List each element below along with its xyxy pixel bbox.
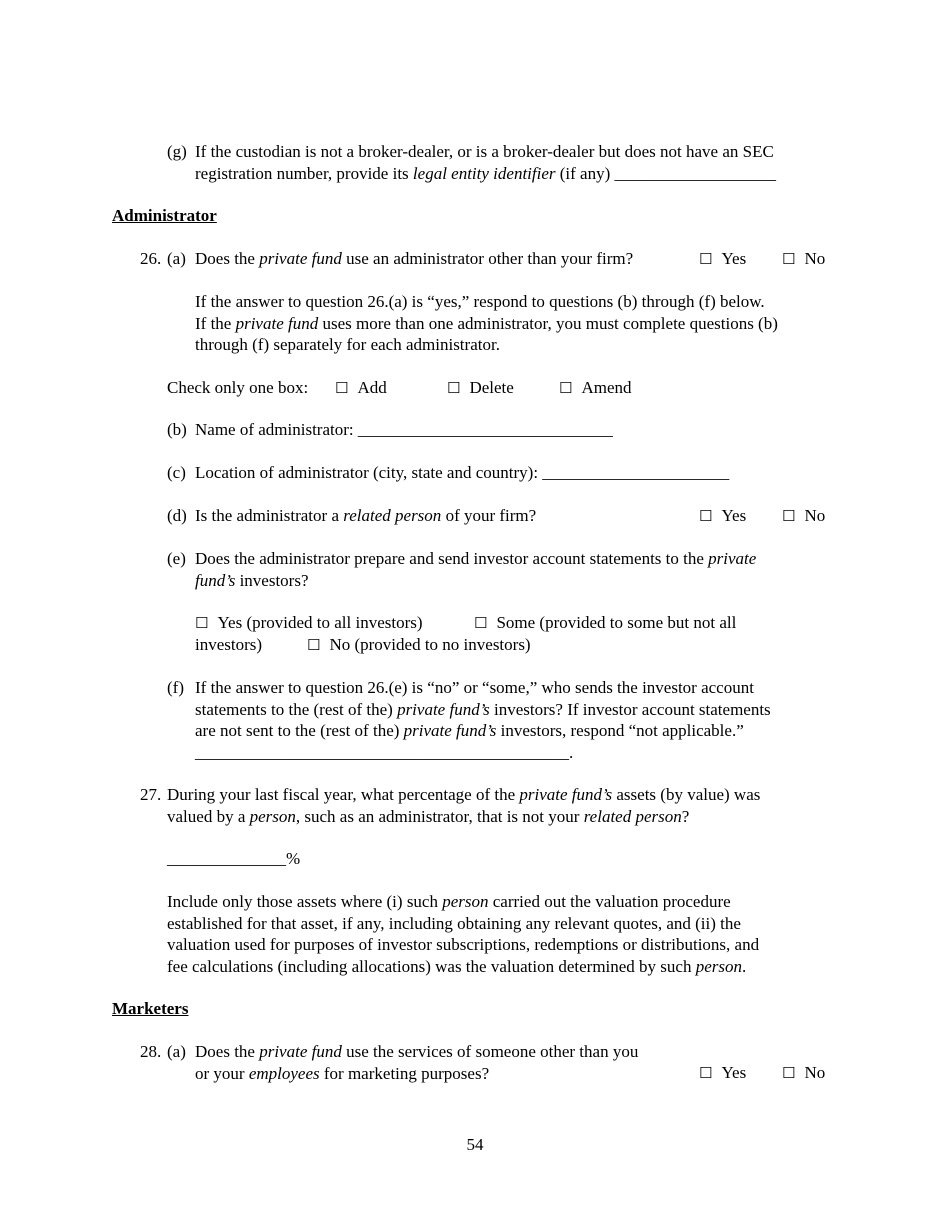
some-label: Some (provided to some but not all: [496, 613, 737, 632]
q26c-question: [195, 462, 729, 484]
q27-note-line4-post: .: [742, 956, 747, 976]
q27-note-line3: valuation used for purposes of investor subscriptions, redemptions or distributions, and: [167, 935, 760, 954]
q26e-line2-post: investors?: [235, 570, 309, 590]
checkbox-icon: ☐: [474, 614, 488, 632]
add-checkbox[interactable]: [335, 377, 387, 400]
q26e-label: (e): [167, 549, 186, 568]
q27-line1: [167, 784, 760, 806]
q28a-line2: [195, 1063, 638, 1085]
q26a-post: use an administrator other than your firm?: [341, 249, 634, 268]
q28-number: 28.: [140, 1042, 162, 1061]
no-label: No: [804, 1063, 826, 1082]
q27-person: person: [249, 806, 296, 826]
checkbox-icon: ☐: [195, 614, 209, 632]
percent-sign: %: [286, 849, 301, 868]
checkbox-icon: ☐: [782, 250, 796, 268]
checkbox-icon: ☐: [782, 507, 796, 525]
q26-instr-line2-post: uses more than one administrator, you must complete questions (b): [318, 313, 778, 333]
q27-note-line1: [167, 891, 759, 913]
q27-note-line1-pre: Include only those assets where (i) such: [167, 892, 443, 911]
q27-line2-mid: , such as an administrator, that is not your: [295, 806, 584, 826]
q26-instr-line2: [195, 313, 778, 335]
q26f-line3-post: investors, respond “not applicable.”: [496, 721, 744, 740]
checkbox-icon: ☐: [335, 379, 349, 397]
q26a-yes-checkbox[interactable]: [699, 248, 746, 271]
q26f-line3-pre: are not sent to the (rest of the): [195, 721, 404, 740]
checkbox-icon: ☐: [447, 379, 461, 397]
q26e-line1-pre: Does the administrator prepare and send investor account statements to the: [195, 549, 709, 568]
checkbox-icon: ☐: [699, 250, 713, 268]
checkbox-icon: ☐: [699, 1064, 713, 1082]
q28a-line1-pre: Does the: [195, 1042, 260, 1061]
marketers-heading: Marketers: [112, 999, 189, 1018]
administrator-heading: Administrator: [112, 206, 217, 225]
q26-instr-line3: through (f) separately for each administrator.: [195, 335, 500, 354]
q26d-post: of your firm?: [441, 506, 537, 525]
q26e-some-checkbox[interactable]: [474, 612, 736, 635]
q26b-question: [195, 419, 613, 441]
amend-label: Amend: [581, 378, 632, 397]
q25g-legal-entity-identifier: legal entity identifier: [412, 163, 556, 183]
q26-instructions: [195, 291, 778, 356]
q25g-line1: If the custodian is not a broker-dealer, or is a broker-dealer but does not have an SEC: [195, 142, 774, 161]
q26e-funds: fund’s: [195, 570, 236, 590]
q26d-label: (d): [167, 506, 187, 525]
delete-label: Delete: [469, 378, 514, 397]
q28a-no-checkbox[interactable]: [782, 1062, 825, 1085]
q27-note-line4: [167, 956, 759, 978]
q26f-answer-input[interactable]: ____________________________________________: [195, 742, 569, 762]
q25g-line2-post: (if any): [555, 163, 615, 183]
q26f-line2: [195, 699, 771, 721]
q26f-line1: If the answer to question 26.(e) is “no” or “some,” who sends the investor account: [195, 678, 754, 697]
q27-line1-pre: During your last fiscal year, what percentage of the: [167, 785, 520, 804]
q26d-pre: Is the administrator a: [195, 506, 344, 525]
q26e-line2: [195, 570, 756, 592]
q26a-no-checkbox[interactable]: [782, 248, 825, 271]
q27-note-person: person: [442, 892, 489, 911]
add-label: Add: [357, 378, 387, 397]
q27-question: [167, 784, 760, 827]
q27-note-line2: established for that asset, if any, including obtaining any relevant quotes, and (ii) the: [167, 913, 741, 933]
yes-label: Yes: [721, 1063, 747, 1082]
checkbox-icon: ☐: [782, 1064, 796, 1082]
q26d-related-person: related person: [343, 506, 442, 525]
q26c-text: Location of administrator (city, state and country):: [195, 463, 543, 482]
q26d-question: [195, 505, 536, 527]
no-investors-label: No (provided to no investors): [329, 635, 531, 654]
q27-private-funds: private fund’s: [519, 785, 613, 804]
q25g-line2: [195, 163, 776, 185]
q26f-line2-post: investors? If investor account statements: [489, 699, 771, 719]
q27-related-person: related person: [583, 806, 682, 826]
checkbox-icon: ☐: [699, 507, 713, 525]
q26f-answer-line: [195, 742, 771, 764]
q28a-private-fund: private fund: [259, 1042, 342, 1061]
q27-line1-post: assets (by value) was: [612, 785, 761, 804]
q28a-question: [195, 1041, 638, 1084]
q26a-pre: Does the: [195, 249, 260, 268]
q27-note-person-2: person: [695, 956, 742, 976]
yes-all-label: Yes (provided to all investors): [217, 613, 423, 632]
q25g-text: [195, 141, 776, 184]
q26-number: 26.: [140, 249, 162, 268]
q27-line2-pre: valued by a: [167, 806, 250, 826]
amend-checkbox[interactable]: [559, 377, 632, 400]
q26e-question: [195, 548, 756, 591]
no-label: No: [804, 506, 826, 525]
no-label: No: [804, 249, 826, 268]
q28a-label: (a): [167, 1042, 186, 1061]
q26f-private-funds: private fund’s: [397, 699, 490, 719]
q26f-period: .: [569, 742, 574, 762]
q26f-line3: [195, 720, 771, 742]
q26e-no-checkbox[interactable]: [307, 634, 531, 657]
q25g-line2-pre: registration number, provide its: [195, 163, 413, 183]
delete-checkbox[interactable]: [447, 377, 514, 400]
q27-note-line4-pre: fee calculations (including allocations) was the valuation determined by such: [167, 956, 696, 976]
yes-label: Yes: [721, 249, 747, 268]
q26-instr-private-fund: private fund: [235, 313, 319, 333]
page-number: 54: [466, 1135, 484, 1154]
check-one-label: Check only one box:: [167, 378, 309, 397]
q27-note: [167, 891, 759, 977]
q27-number: 27.: [140, 785, 162, 804]
checkbox-icon: ☐: [559, 379, 573, 397]
q26f-question: [195, 677, 771, 763]
q28a-line2-post: for marketing purposes?: [319, 1063, 490, 1083]
q26d-yes-checkbox[interactable]: [699, 505, 746, 528]
q26a-question: [195, 248, 633, 270]
q26a-private-fund: private fund: [259, 249, 342, 268]
q26d-no-checkbox[interactable]: [782, 505, 825, 528]
q26-instr-line2-pre: If the: [195, 313, 236, 333]
q28a-line1-post: use the services of someone other than you: [341, 1042, 639, 1061]
administrator-location-input[interactable]: ______________________: [542, 463, 730, 482]
q26e-line1: [195, 548, 756, 570]
q28a-line1: [195, 1041, 638, 1063]
q26f-private-funds-2: private fund’s: [403, 721, 497, 740]
q27-note-line1-post: carried out the valuation procedure: [488, 892, 731, 911]
q28a-line2-pre: or your: [195, 1063, 249, 1083]
q26e-some-label-cont: investors): [195, 635, 263, 654]
yes-label: Yes: [721, 506, 747, 525]
q25g-lei-input[interactable]: ___________________: [614, 163, 777, 183]
q28a-employees: employees: [248, 1063, 320, 1083]
q27-line2-post: ?: [681, 806, 690, 826]
q27-percent-field: [167, 848, 300, 870]
q25g-label: (g): [167, 142, 187, 161]
q28a-yes-checkbox[interactable]: [699, 1062, 746, 1085]
q27-percent-input[interactable]: ______________: [167, 849, 286, 868]
administrator-name-input[interactable]: ______________________________: [357, 420, 613, 439]
q26e-yes-all-checkbox[interactable]: [195, 612, 423, 635]
q26c-label: (c): [167, 463, 186, 482]
q26b-text: Name of administrator:: [195, 420, 358, 439]
checkbox-icon: ☐: [307, 636, 321, 654]
q26f-line2-pre: statements to the (rest of the): [195, 699, 398, 719]
q26-instr-line1: If the answer to question 26.(a) is “yes,” respond to questions (b) through (f) below.: [195, 292, 765, 311]
q26a-label: (a): [167, 249, 186, 268]
q26b-label: (b): [167, 420, 187, 439]
q26f-label: (f): [167, 678, 184, 697]
q27-line2: [167, 806, 760, 828]
q26e-private: private: [708, 549, 757, 568]
